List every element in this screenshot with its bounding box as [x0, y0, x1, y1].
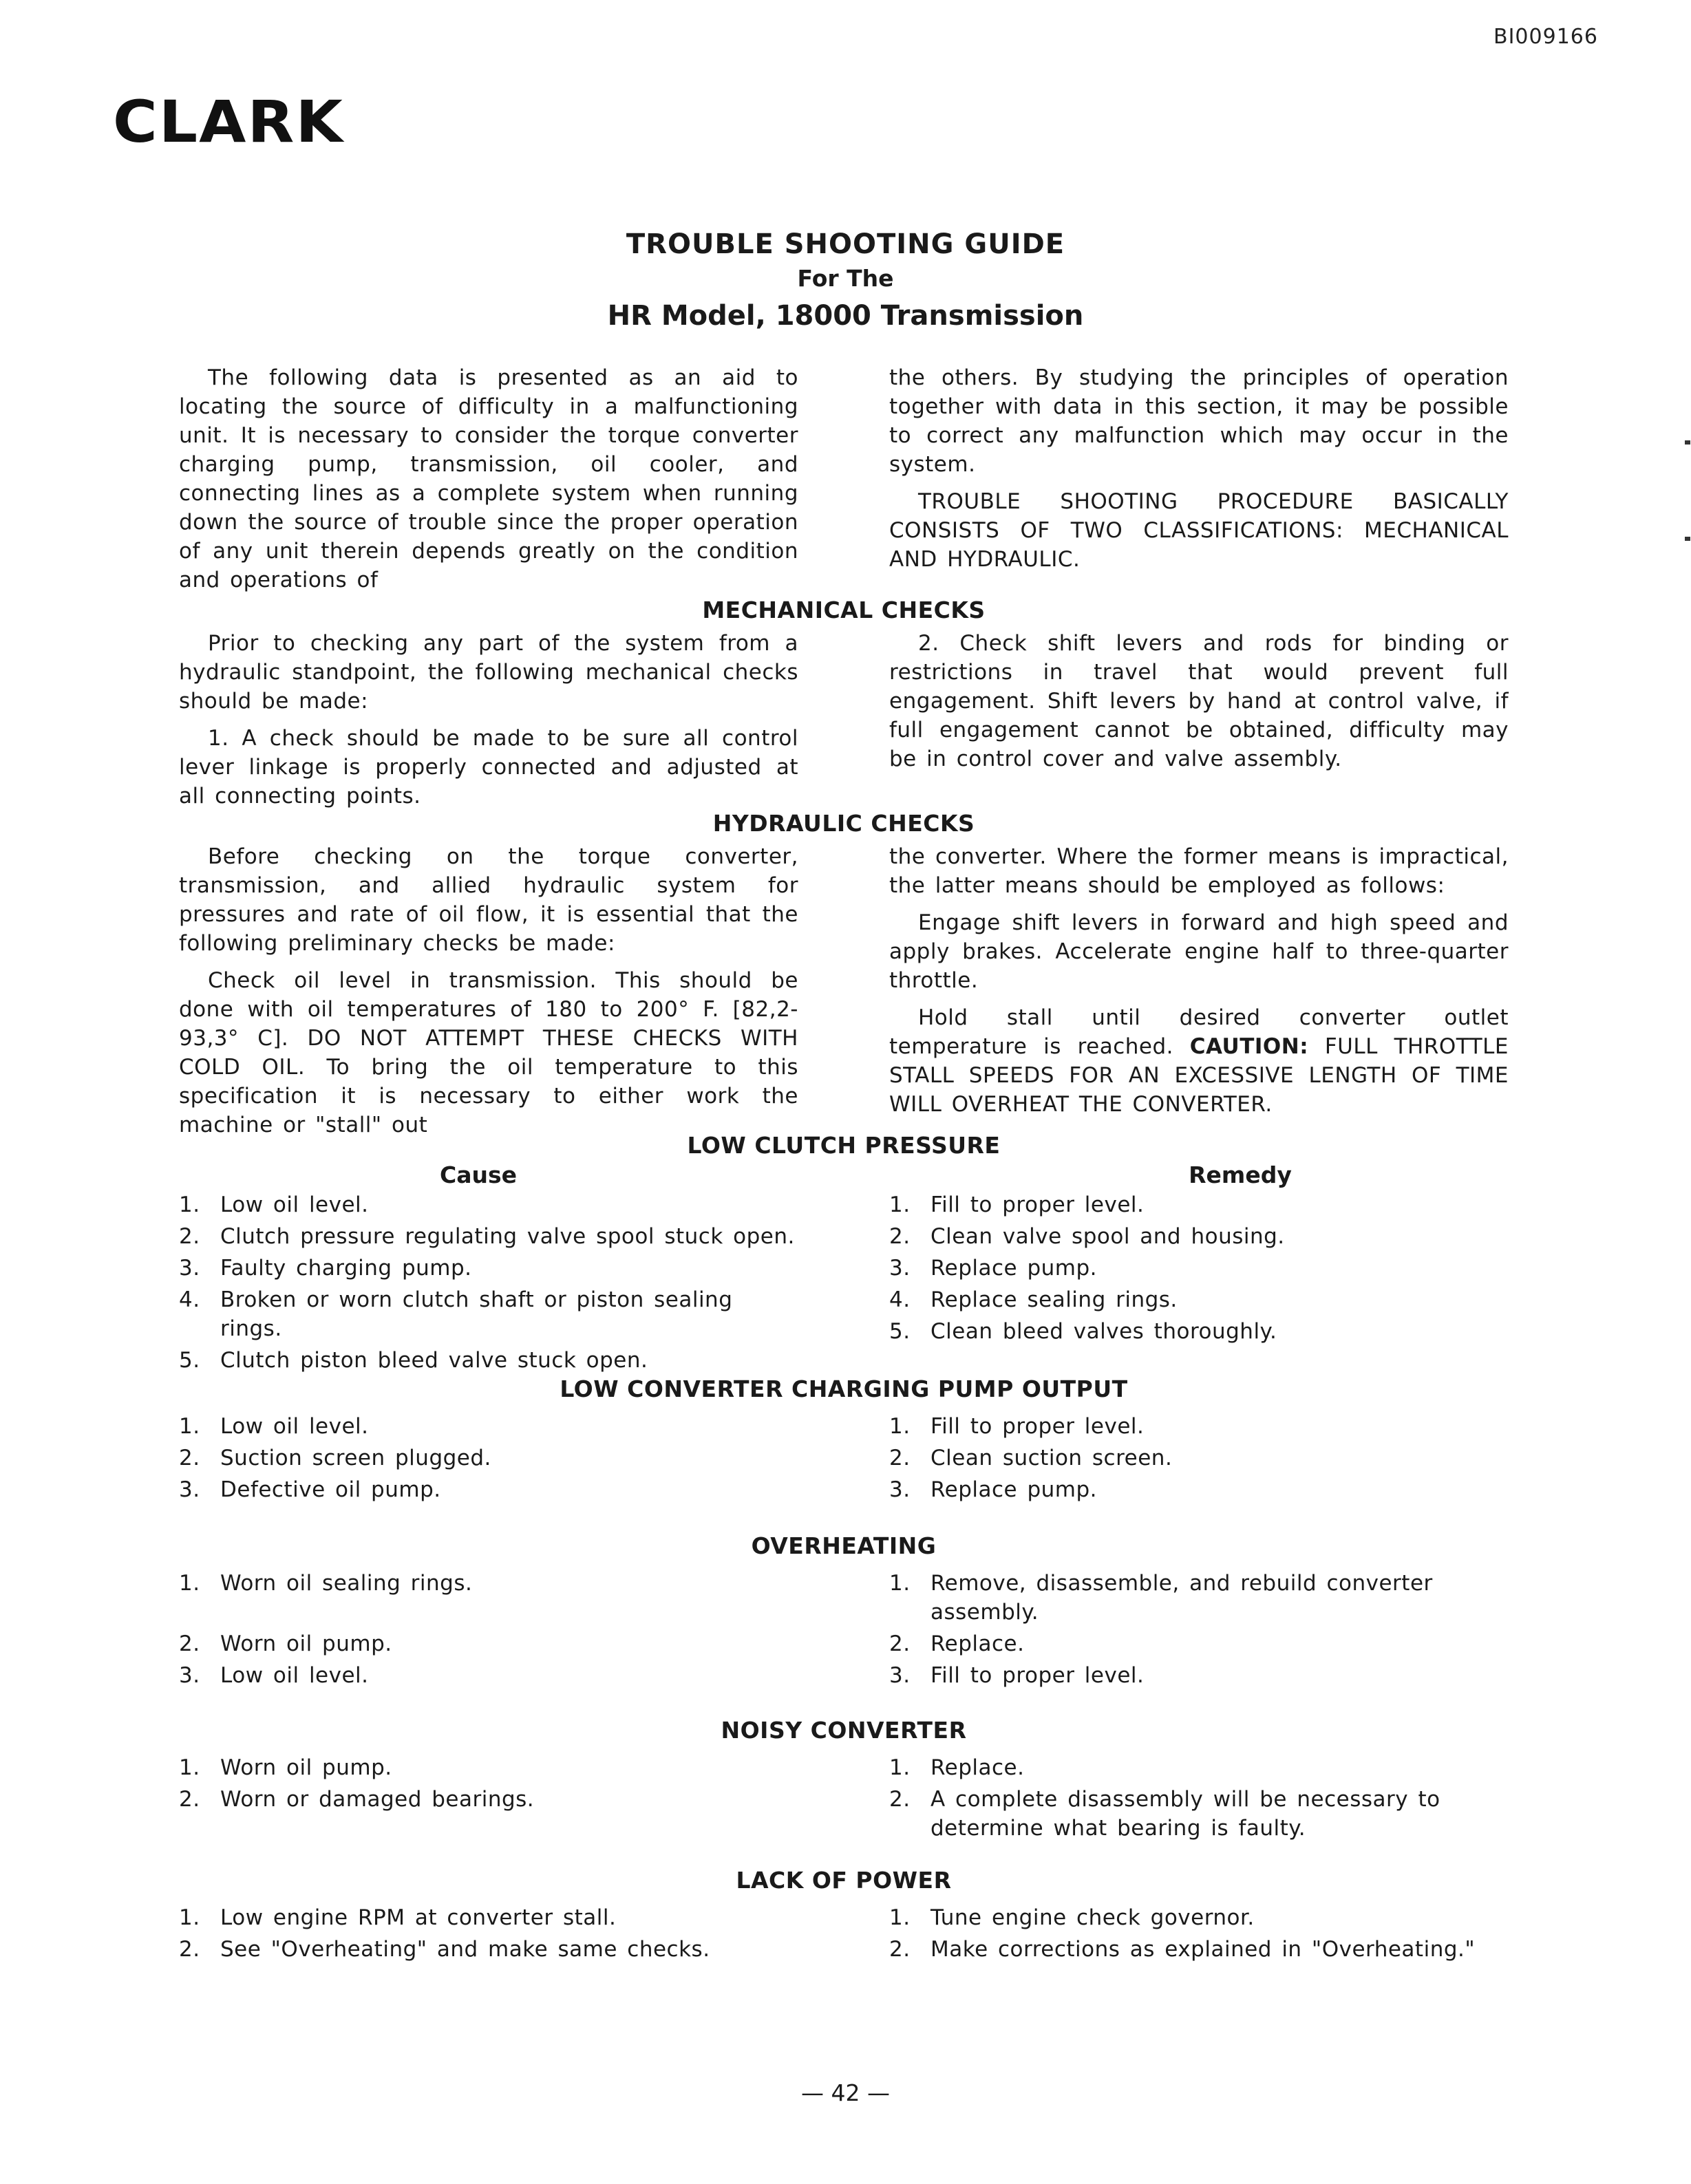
item-text: Clean bleed valves thoroughly. [930, 1319, 1277, 1344]
item-number: 2. [179, 1937, 200, 1962]
scan-speck [1685, 440, 1690, 445]
list-item [179, 1412, 798, 1441]
intro-right-paragraph-2: TROUBLE SHOOTING PROCEDURE BASICALLY CONSISTS OF TWO CLASSIFICATIONS: MECHANICAL AND HYDRAULIC. [889, 489, 1509, 572]
item-text: Low oil level. [220, 1414, 369, 1439]
list-item [889, 1475, 1509, 1504]
list-item [179, 1190, 798, 1219]
item-text: See "Overheating" and make same checks. [220, 1937, 710, 1962]
overheating-remedies [889, 1569, 1509, 1690]
list-item [179, 1222, 798, 1251]
item-number: 5. [179, 1348, 200, 1373]
item-number: 2. [889, 1937, 911, 1962]
item-text: Replace. [930, 1755, 1025, 1780]
intro-left-paragraph: The following data is presented as an aid to locating the source of difficulty in a malfunctioning unit. It is necessary to consider the torque converter charging pump, transmission, oil cooler, and connecting lines as a complete system when running down the source of trouble since the proper operation of any unit therein depends greatly on the condition and operations of [179, 365, 798, 592]
item-number: 5. [889, 1319, 911, 1344]
low-converter-causes [179, 1412, 798, 1504]
list-item [889, 1569, 1509, 1627]
intro-right-paragraph-1: the others. By studying the principles of operation together with data in this section, it may be possible to correct any malfunction which may occur in the system. [889, 365, 1509, 477]
hydraulic-right-paragraph-2: Engage shift levers in forward and high speed and apply brakes. Accelerate engine half to three-quarter throttle. [889, 910, 1509, 993]
hydraulic-right-paragraph-3 [889, 1003, 1509, 1119]
item-text: Broken or worn clutch shaft or piston sealing rings. [220, 1287, 733, 1341]
list-item [179, 1254, 798, 1283]
scan-speck [1685, 537, 1690, 541]
hydraulic-checks-heading: HYDRAULIC CHECKS [712, 810, 975, 837]
list-item [179, 1935, 798, 1964]
item-number: 2. [179, 1787, 200, 1812]
item-text: A complete disassembly will be necessary to determine what bearing is faulty. [930, 1787, 1440, 1841]
item-number: 1. [179, 1571, 200, 1596]
cause-column-header: Cause [439, 1161, 517, 1188]
item-text: Replace. [930, 1631, 1025, 1656]
hydraulic-section [179, 809, 1509, 1148]
document-id: BI009166 [1493, 25, 1598, 49]
item-number: 3. [889, 1663, 911, 1688]
noisy-converter-heading: NOISY CONVERTER [721, 1717, 967, 1744]
low-clutch-remedies [889, 1190, 1509, 1346]
overheating-section [179, 1532, 1509, 1693]
item-text: Clean suction screen. [930, 1446, 1173, 1470]
list-item [179, 1285, 798, 1343]
lack-of-power-section [179, 1866, 1509, 1967]
low-clutch-section [179, 1131, 1509, 1378]
item-text: Make corrections as explained in "Overheating." [930, 1937, 1476, 1962]
low-clutch-causes [179, 1190, 798, 1375]
item-number: 2. [889, 1787, 911, 1812]
list-item [179, 1785, 798, 1814]
item-number: 4. [889, 1287, 911, 1312]
hydraulic-left-paragraph-2: Check oil level in transmission. This should be done with oil temperatures of 180 to 200° F. [82,2-93,3° C]. DO NOT ATTEMPT THESE CHECKS WITH COLD OIL. To bring the oil temperature to this specification it is necessary to either work the machine or "stall" out [179, 968, 798, 1137]
list-item [889, 1903, 1509, 1932]
list-item [179, 1753, 798, 1782]
item-number: 2. [179, 1224, 200, 1249]
list-item [889, 1285, 1509, 1314]
item-text: Worn or damaged bearings. [220, 1787, 535, 1812]
item-number: 1. [179, 1755, 200, 1780]
title-block [0, 227, 1691, 336]
caution-label: CAUTION: [1189, 1034, 1309, 1059]
list-item [179, 1444, 798, 1473]
item-text: Remove, disassemble, and rebuild converter assembly. [930, 1571, 1433, 1625]
list-item [889, 1935, 1509, 1964]
list-item [889, 1412, 1509, 1441]
item-text: Fill to proper level. [930, 1663, 1145, 1688]
item-number: 2. [889, 1631, 911, 1656]
list-item [889, 1317, 1509, 1346]
list-item [889, 1222, 1509, 1251]
item-number: 1. [889, 1414, 911, 1439]
item-text: Replace pump. [930, 1256, 1098, 1281]
overheating-heading: OVERHEATING [751, 1532, 937, 1559]
lack-of-power-heading: LACK OF POWER [736, 1867, 952, 1894]
item-text: Tune engine check governor. [930, 1905, 1255, 1930]
noisy-converter-section [179, 1716, 1509, 1845]
item-text: Worn oil pump. [220, 1755, 392, 1780]
noisy-converter-causes [179, 1753, 798, 1814]
item-number: 1. [179, 1414, 200, 1439]
low-converter-remedies [889, 1412, 1509, 1504]
page-subtitle-for: For The [797, 265, 894, 292]
item-number: 4. [179, 1287, 200, 1312]
list-item [179, 1661, 798, 1690]
hold-stall-text: Hold stall until desired converter outlet temperature is reached. [889, 1005, 1509, 1059]
item-number: 2. [889, 1224, 911, 1249]
item-number: 1. [889, 1192, 911, 1217]
item-number: 3. [889, 1256, 911, 1281]
hydraulic-right-paragraph-1: the converter. Where the former means is impractical, the latter means should be employed as follows: [889, 844, 1509, 898]
item-number: 3. [179, 1477, 200, 1502]
mechanical-right-paragraph-1: 2. Check shift levers and rods for binding or restrictions in travel that would prevent full engagement. Shift levers by hand at control valve, if full engagement cannot be obtained, difficulty may be in control cover and valve assembly. [889, 631, 1509, 771]
item-number: 1. [889, 1755, 911, 1780]
list-item [179, 1346, 798, 1375]
low-clutch-heading: LOW CLUTCH PRESSURE [687, 1132, 1001, 1159]
list-item [889, 1785, 1509, 1843]
item-text: Low oil level. [220, 1663, 369, 1688]
caution-text: FULL THROTTLE STALL SPEEDS FOR AN EXCESSIVE LENGTH OF TIME WILL OVERHEAT THE CONVERTER. [889, 1034, 1509, 1117]
item-number: 1. [179, 1192, 200, 1217]
list-item [179, 1569, 798, 1598]
list-item [179, 1629, 798, 1658]
intro-section [179, 363, 1509, 603]
hydraulic-left-paragraph-1: Before checking on the torque converter, transmission, and allied hydraulic system for pressures and rate of oil flow, it is essential that the following preliminary checks be made: [179, 844, 798, 956]
item-number: 2. [179, 1631, 200, 1656]
item-number: 3. [179, 1256, 200, 1281]
item-text: Worn oil pump. [220, 1631, 392, 1656]
low-converter-heading: LOW CONVERTER CHARGING PUMP OUTPUT [560, 1375, 1128, 1402]
item-text: Replace sealing rings. [930, 1287, 1178, 1312]
item-number: 3. [179, 1663, 200, 1688]
clark-logo: CLARK [113, 88, 344, 156]
noisy-converter-remedies [889, 1753, 1509, 1843]
item-number: 2. [889, 1446, 911, 1470]
item-text: Suction screen plugged. [220, 1446, 491, 1470]
item-number: 1. [889, 1905, 911, 1930]
page-subtitle-model: HR Model, 18000 Transmission [607, 300, 1084, 332]
lack-of-power-causes [179, 1903, 798, 1964]
list-item [179, 1475, 798, 1504]
mechanical-section [179, 596, 1509, 819]
item-text: Low engine RPM at converter stall. [220, 1905, 617, 1930]
item-text: Fill to proper level. [930, 1192, 1145, 1217]
item-text: Faulty charging pump. [220, 1256, 472, 1281]
mechanical-left-paragraph-1: Prior to checking any part of the system from a hydraulic standpoint, the following mechanical checks should be made: [179, 631, 798, 714]
item-text: Clutch piston bleed valve stuck open. [220, 1348, 648, 1373]
list-item [889, 1190, 1509, 1219]
item-number: 1. [889, 1571, 911, 1596]
page-title: TROUBLE SHOOTING GUIDE [626, 228, 1065, 260]
list-item [889, 1254, 1509, 1283]
page-number: — 42 — [801, 2079, 890, 2106]
remedy-column-header: Remedy [1189, 1161, 1292, 1188]
item-number: 2. [179, 1446, 200, 1470]
lack-of-power-remedies [889, 1903, 1509, 1964]
item-text: Clean valve spool and housing. [930, 1224, 1285, 1249]
item-text: Worn oil sealing rings. [220, 1571, 473, 1596]
item-text: Replace pump. [930, 1477, 1098, 1502]
item-text: Clutch pressure regulating valve spool stuck open. [220, 1224, 795, 1249]
item-text: Fill to proper level. [930, 1414, 1145, 1439]
list-item [889, 1629, 1509, 1658]
overheating-causes [179, 1569, 798, 1690]
list-item [889, 1661, 1509, 1690]
item-number: 3. [889, 1477, 911, 1502]
mechanical-checks-heading: MECHANICAL CHECKS [702, 597, 986, 623]
list-item [889, 1753, 1509, 1782]
item-text: Low oil level. [220, 1192, 369, 1217]
list-item [179, 1903, 798, 1932]
item-text: Defective oil pump. [220, 1477, 441, 1502]
mechanical-left-paragraph-2: 1. A check should be made to be sure all control lever linkage is properly connected and adjusted at all connecting points. [179, 726, 798, 809]
low-converter-section [179, 1375, 1509, 1507]
list-item [889, 1444, 1509, 1473]
item-number: 1. [179, 1905, 200, 1930]
